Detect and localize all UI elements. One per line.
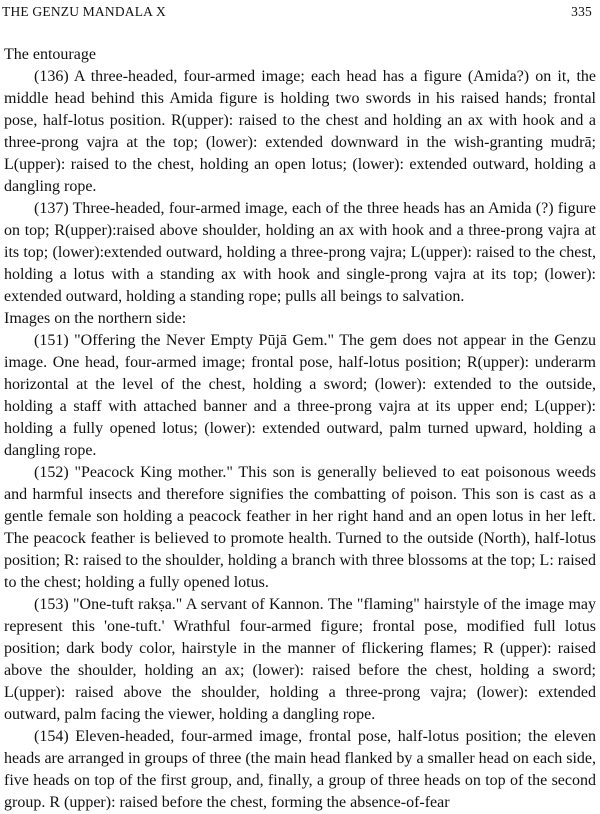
paragraph-154: (154) Eleven-headed, four-armed image, frontal pose, half-lotus position; the eleven heads are arranged in groups of three (the main head flanked by a smaller head on each side, five heads on top of the first group, and, finally, a group of three heads on top of the second group. R (upper): raised before the chest, forming the absence-of-fear <box>4 728 596 811</box>
paragraph-153: (153) "One-tuft rakṣa." A servant of Kannon. The "flaming" hairstyle of the image may represent this 'one-tuft.' Wrathful four-armed figure; frontal pose, modified full lotus position; dark body color, hairstyle in the manner of flickering flames; R (upper): raised above the shoulder, holding an ax; (lower): raised before the chest, holding a sword; L(upper): raised above the shoulder, holding a three-prong vajra; (lower): extended outward, palm facing the viewer, holding a dangling rope. <box>4 596 596 723</box>
section-heading-northern-side: Images on the northern side: <box>4 310 187 327</box>
paragraph-151: (151) "Offering the Never Empty Pūjā Gem." The gem does not appear in the Genzu image. One head, four-armed image; frontal pose, half-lotus position; R(upper): underarm horizontal at the level of the chest, holding a sword; (lower): extended to the outside, holding a staff with attached banner and a three-prong vajra at its upper end; L(upper): holding a fully opened lotus; (lower): extended outward, palm turned upward, holding a dangling rope. <box>4 332 596 459</box>
paragraph-137: (137) Three-headed, four-armed image, each of the three heads has an Amida (?) figure on top; R(upper):raised above shoulder, holding an ax with hook and a three-prong vajra at its top; (lower):extended outward, holding a three-prong vajra; L(upper): raised to the chest, holding a lotus with a standing ax with hook and single-prong vajra at its top; (lower): extended outward, holding a standing rope; pulls all beings to salvation. <box>4 200 596 305</box>
running-head <box>2 0 592 24</box>
paragraph-136: (136) A three-headed, four-armed image; each head has a figure (Amida?) on it, the middle head behind this Amida figure is holding two swords in his raised hands; frontal pose, half-lotus position. R(upper): raised to the chest and holding an ax with hook and a three-prong vajra at the top; (lower): extended downward in the wish-granting mudrā; L(upper): raised to the chest, holding an open lotus; (lower): extended outward, holding a dangling rope. <box>4 68 596 195</box>
paragraph-152: (152) "Peacock King mother." This son is generally believed to eat poisonous weeds and harmful insects and therefore signifies the combatting of poison. This son is cast as a gentle female son holding a peacock feather in her right hand and an open lotus in her left. The peacock feather is believed to promote health. Turned to the outside (North), half-lotus position; R: raised to the shoulder, holding a branch with three blossoms at the top; L: raised to the chest; holding a fully opened lotus. <box>4 464 596 591</box>
page-number: 335 <box>571 4 592 19</box>
running-head-title: THE GENZU MANDALA X <box>2 4 166 19</box>
body-text <box>4 44 596 814</box>
section-heading-entourage: The entourage <box>4 46 96 63</box>
